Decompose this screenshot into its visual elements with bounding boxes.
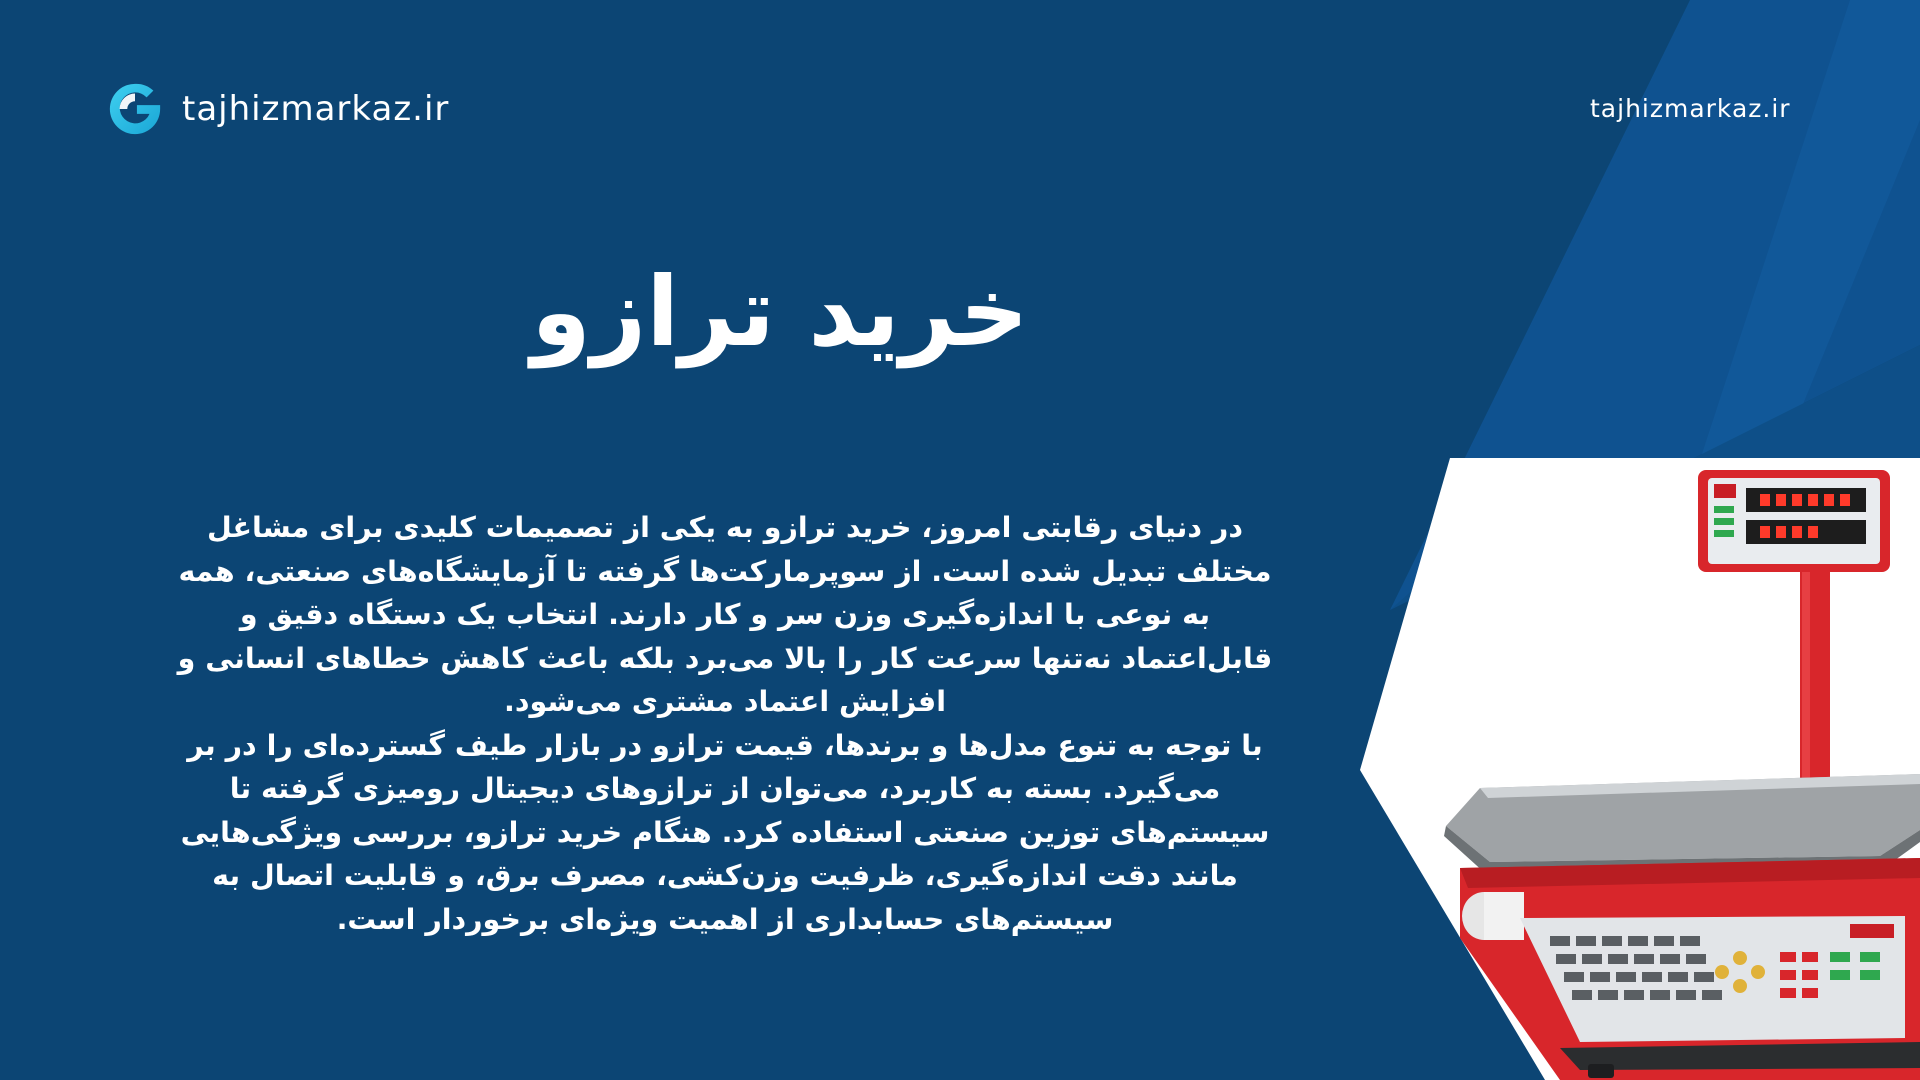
- brand-logo[interactable]: [106, 80, 449, 138]
- paragraph-price: با توجه به تنوع مدل‌ها و برندها، قیمت ترازو در بازار طیف گسترده‌ای را در بر می‌گیرد. بسته به کاربرد، می‌توان از ترازوهای دیجیتال رومیزی گرفته تا سیستم‌های توزین صنعتی استفاده کرد. هنگام خرید ترازو، بررسی ویژگی‌هایی مانند دقت اندازه‌گیری، ظرفیت وزن‌کشی، مصرف برق، و قابلیت اتصال به سیستم‌های حسابداری از اهمیت ویژه‌ای برخوردار است.: [180, 728, 1270, 936]
- scale-display-head: [1698, 470, 1890, 572]
- g-logo-icon: [106, 80, 164, 138]
- page-title: خرید ترازو: [531, 256, 1029, 368]
- article-body: [160, 506, 1290, 941]
- paragraph-intro: در دنیای رقابتی امروز، خرید ترازو به یکی از تصمیمات کلیدی برای مشاغل مختلف تبدیل شده است. از سوپرمارکت‌ها گرفته تا آزمایشگاه‌های صنعتی، همه به نوعی با اندازه‌گیری وزن سر و کار دارند. انتخاب یک دستگاه دقیق و قابل‌اعتماد نه‌تنها سرعت کار را بالا می‌برد بلکه باعث کاهش خطاهای انسانی و افزایش اعتماد مشتری می‌شود.: [177, 511, 1273, 718]
- digital-scale-image: [1360, 458, 1920, 1080]
- site-url-label[interactable]: tajhizmarkaz.ir: [1590, 94, 1791, 123]
- logo-text: tajhizmarkaz.ir: [182, 89, 450, 129]
